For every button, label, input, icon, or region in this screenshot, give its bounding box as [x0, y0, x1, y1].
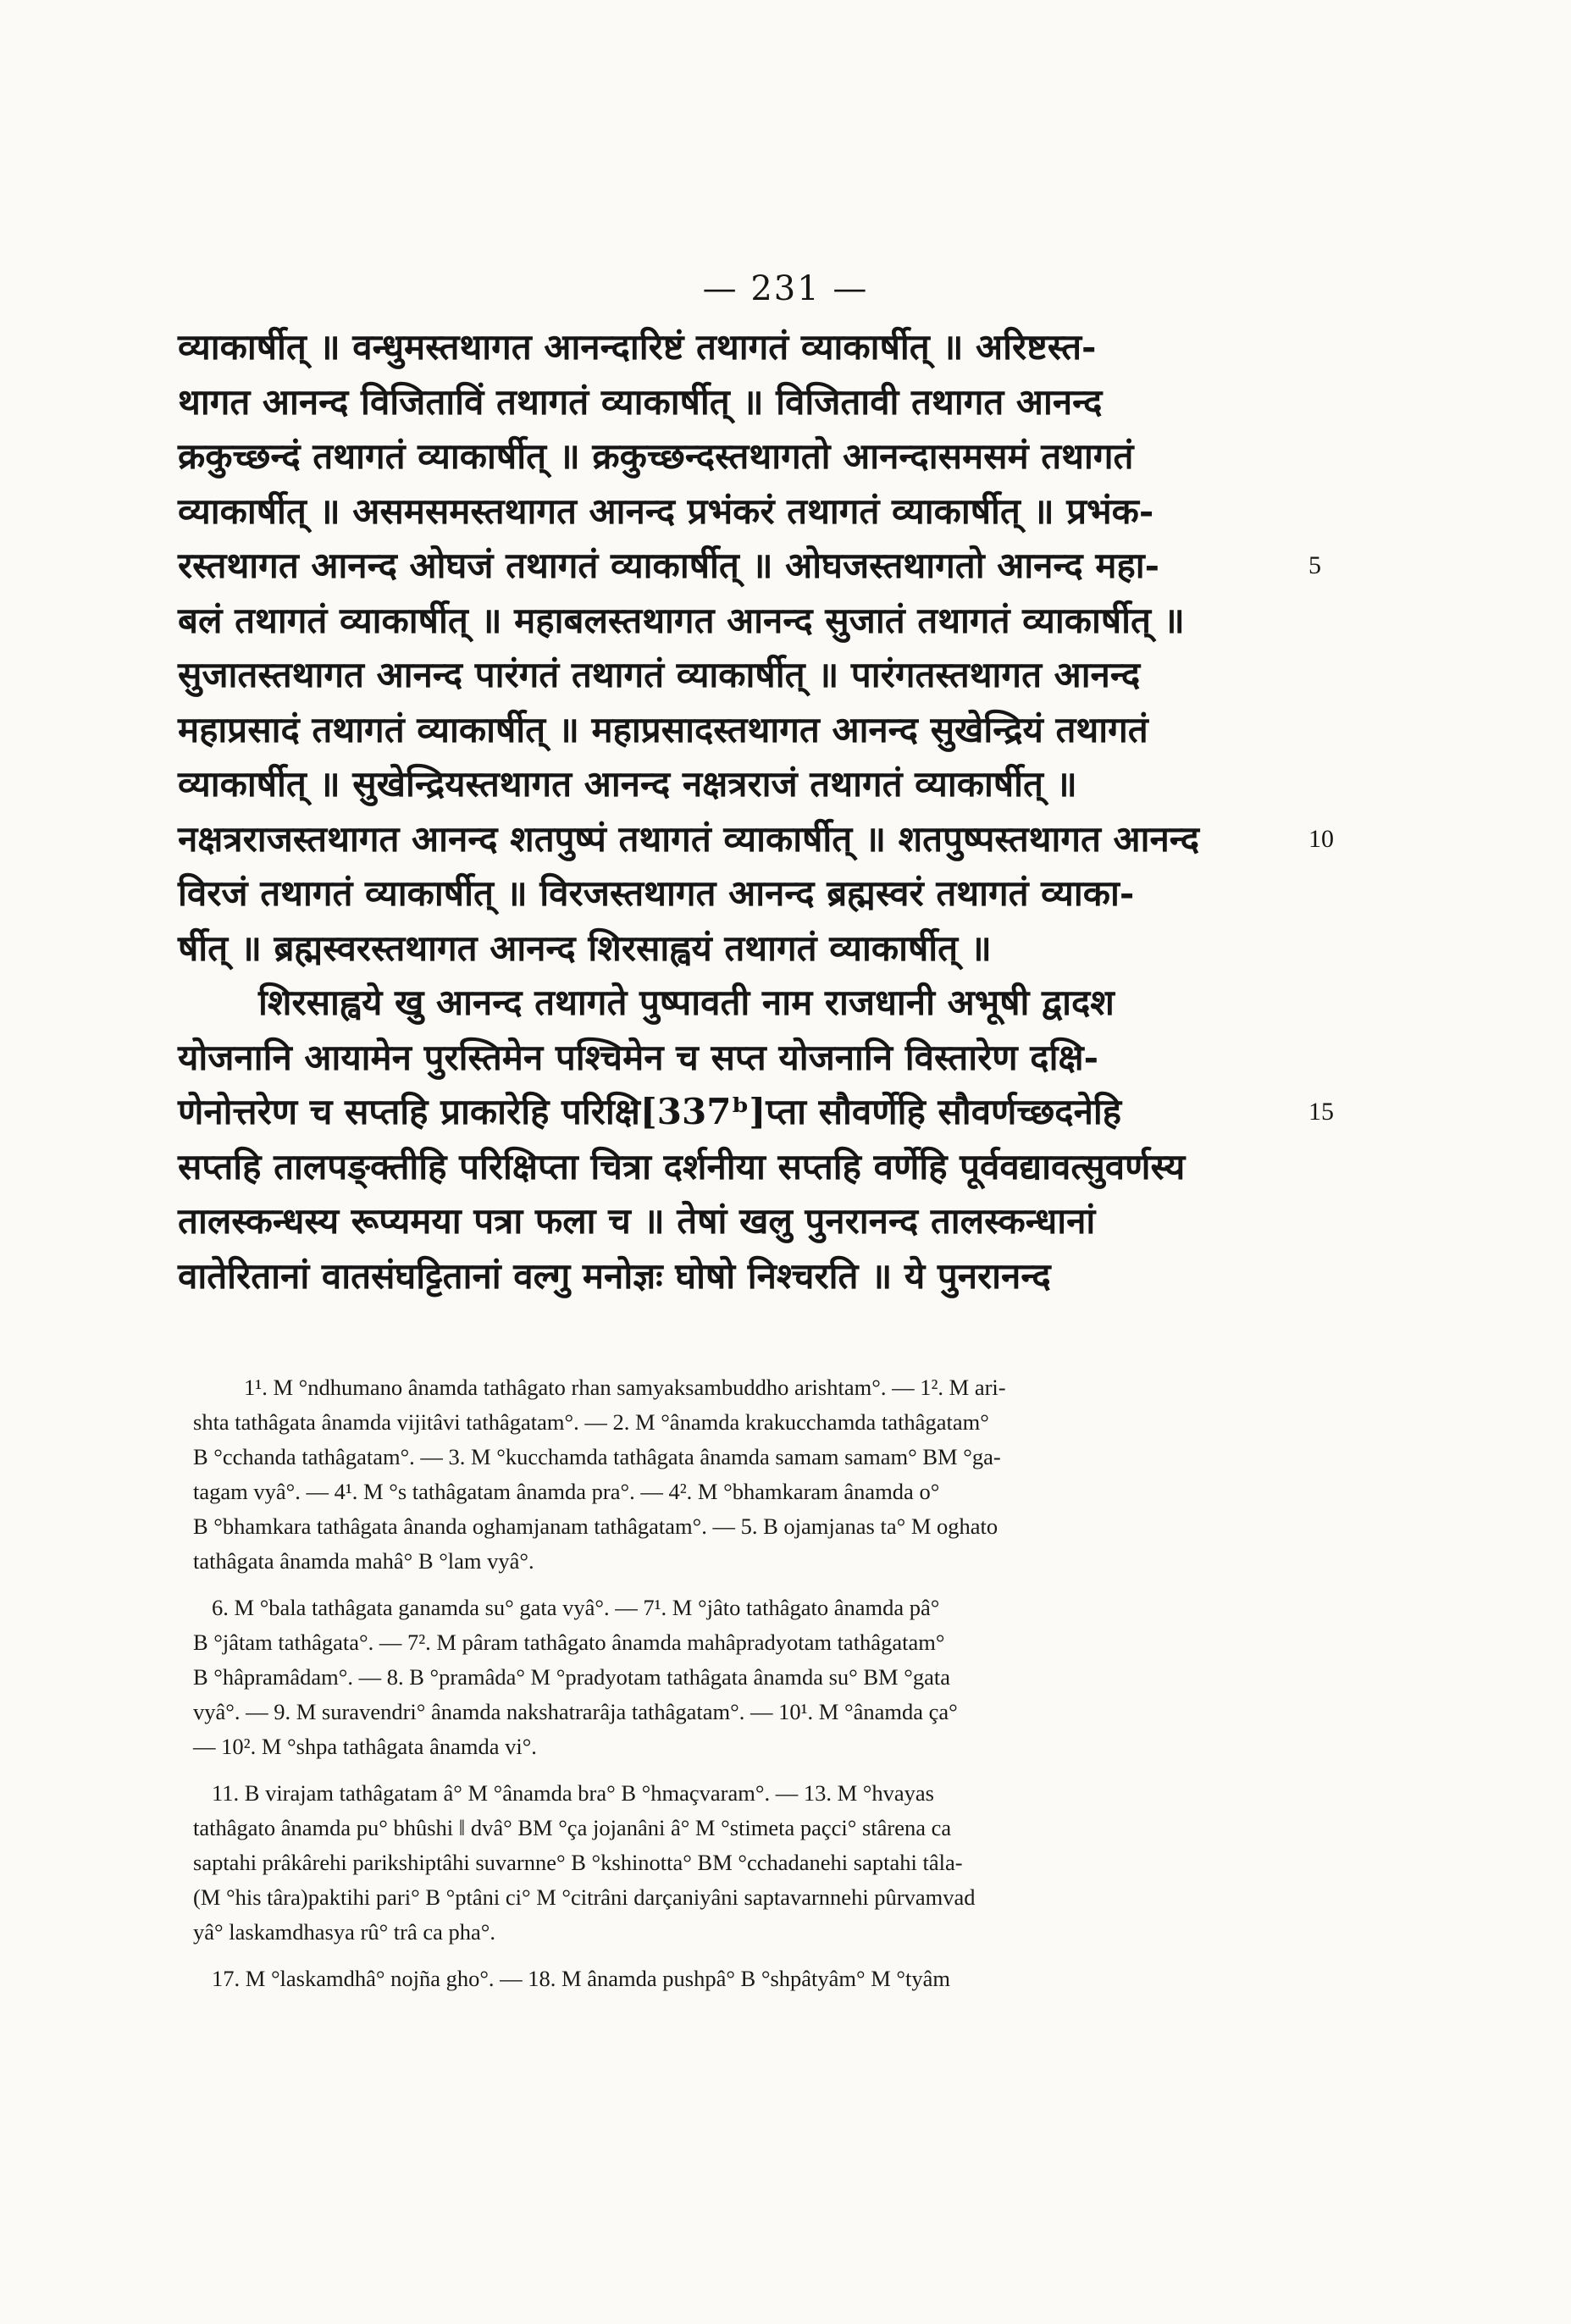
line-number: 10	[1308, 824, 1334, 853]
text-line	[178, 429, 1313, 484]
footnote-line: tathâgata ânamda mahâ° B °lam vyâ°.	[193, 1548, 534, 1574]
footnote-line: tathâgato ânamda pu° bhûshi ‖ dvâ° BM °ça jojanâni â° M °stimeta paçci° stârena ca	[193, 1815, 952, 1840]
footnote-line: tagam vyâ°. — 4¹. M °s tathâgatam ânamda pra°. — 4². M °bhamkaram ânamda o°	[193, 1479, 940, 1504]
text-line-content: णेनोत्तरेण च सप्तहि प्राकारेहि परिक्षि[337ᵇ]प्ता सौवर्णेहि सौवर्णच्छदनेहि	[178, 1091, 1122, 1132]
footnote-line: 6. M °bala tathâgata ganamda su° gata vyâ°. — 7¹. M °jâto tathâgato ânamda pâ°	[212, 1595, 940, 1620]
line-number: 15	[1308, 1098, 1334, 1126]
text-line-content: नक्षत्रराजस्तथागत आनन्द शतपुष्पं तथागतं व्याकार्षीत् ॥ शतपुष्पस्तथागत आनन्द	[178, 817, 1200, 860]
text-line	[178, 375, 1313, 430]
footnote-paragraph	[193, 1591, 1319, 1764]
text-line-content: व्याकार्षीत् ॥ असमसमस्तथागत आनन्द प्रभंकरं तथागतं व्याकार्षीत् ॥ प्रभंक-	[178, 490, 1154, 532]
text-line	[178, 320, 1313, 375]
footnote-line: 11. B virajam tathâgatam â° M °ânamda bra° B °hmaçvaram°. — 13. M °hvayas	[212, 1780, 934, 1806]
text-line	[178, 1140, 1313, 1195]
text-line	[178, 484, 1313, 540]
text-line-content: व्याकार्षीत् ॥ सुखेन्द्रियस्तथागत आनन्द नक्षत्रराजं तथागतं व्याकार्षीत् ॥	[178, 763, 1077, 805]
text-line-content: थागत आनन्द विजिताविं तथागतं व्याकार्षीत् ॥ विजितावी तथागत आनन्द	[178, 380, 1103, 423]
text-line	[178, 812, 1334, 867]
text-line-content: महाप्रसादं तथागतं व्याकार्षीत् ॥ महाप्रसादस्तथागत आनन्द सुखेन्द्रियं तथागतं	[178, 708, 1148, 750]
text-line	[178, 539, 1321, 594]
page-number: — 231 —	[702, 269, 869, 308]
text-line	[178, 1031, 1313, 1086]
footnote-paragraph	[193, 1776, 1319, 1950]
text-line-content: व्याकार्षीत् ॥ वन्धुमस्तथागत आनन्दारिष्टं तथागतं व्याकार्षीत् ॥ अरिष्टस्त-	[178, 326, 1097, 368]
text-line-content: रस्तथागत आनन्द ओघजं तथागतं व्याकार्षीत् ॥ ओघजस्तथागतो आनन्द महा-	[178, 545, 1160, 586]
text-line-content: र्षीत् ॥ ब्रह्मस्वरस्तथागत आनन्द शिरसाह्वयं तथागतं व्याकार्षीत् ॥	[178, 927, 992, 969]
text-line-content: शिरसाह्वये खु आनन्द तथागते पुष्पावती नाम राजधानी अभूषी द्वादश	[258, 982, 1115, 1023]
text-line-content: वातेरितानां वातसंघट्टितानां वल्गु मनोज्ञः घोषो निश्चरति ॥ ये पुनरानन्द	[178, 1254, 1051, 1297]
text-line-content: योजनानि आयामेन पुरस्तिमेन पश्चिमेन च सप्त योजनानि विस्तारेण दक्षि-	[178, 1036, 1099, 1078]
text-line-content: क्रकुच्छन्दं तथागतं व्याकार्षीत् ॥ क्रकुच्छन्दस्तथागतो आनन्दासमसमं तथागतं	[178, 435, 1134, 477]
text-line-content: विरजं तथागतं व्याकार्षीत् ॥ विरजस्तथागत आनन्द ब्रह्मस्वरं तथागतं व्याका-	[178, 872, 1135, 914]
footnote-line: 17. M °laskamdhâ° nojña gho°. — 18. M ânamda pushpâ° B °shpâtyâm° M °tyâm	[212, 1966, 951, 1991]
text-line	[178, 866, 1313, 921]
footnote-paragraph	[193, 1962, 1319, 1996]
footnote-line: shta tathâgata ânamda vijitâvi tathâgatam°. — 2. M °ânamda krakucchamda tathâgatam°	[193, 1409, 989, 1435]
footnote-line: yâ° laskamdhasya rû° trâ ca pha°.	[193, 1919, 496, 1945]
text-line-content: सप्तहि तालपङ्क्तीहि परिक्षिप्ता चित्रा दर्शनीया सप्तहि वर्णेहि पूर्ववद्यावत्सुवर्णस्य	[178, 1145, 1186, 1187]
footnote-line: B °bhamkara tathâgata ânanda oghamjanam tathâgatam°. — 5. B ojamjanas ta° M oghato	[193, 1513, 998, 1539]
text-line	[178, 1194, 1313, 1249]
footnote-line: vyâ°. — 9. M suravendri° ânamda nakshatrarâja tathâgatam°. — 10¹. M °ânamda ça°	[193, 1699, 958, 1724]
footnote-line: B °jâtam tathâgata°. — 7². M pâram tathâgato ânamda mahâpradyotam tathâgatam°	[193, 1630, 945, 1655]
text-line-content: बलं तथागतं व्याकार्षीत् ॥ महाबलस्तथागत आनन्द सुजातं तथागतं व्याकार्षीत् ॥	[178, 599, 1185, 641]
text-line	[178, 1085, 1334, 1140]
footnote-line: B °hâpramâdam°. — 8. B °pramâda° M °pradyotam tathâgata ânamda su° BM °gata	[193, 1664, 950, 1690]
footnotes	[193, 1370, 1319, 2008]
footnote-paragraph	[193, 1370, 1319, 1579]
text-line	[178, 1249, 1313, 1304]
text-line-content: सुजातस्तथागत आनन्द पारंगतं तथागतं व्याकार्षीत् ॥ पारंगतस्तथागत आनन्द	[178, 654, 1141, 695]
footnote-line: 1¹. M °ndhumano ânamda tathâgato rhan samyaksambuddho arishtam°. — 1². M ari-	[244, 1375, 1006, 1400]
sanskrit-main-text	[178, 320, 1334, 1303]
line-number: 5	[1308, 551, 1321, 579]
footnote-line: — 10². M °shpa tathâgata ânamda vi°.	[193, 1734, 537, 1759]
text-line	[178, 594, 1313, 649]
text-line	[178, 648, 1313, 703]
text-line	[178, 703, 1313, 758]
text-line	[178, 921, 1313, 977]
footnote-line: saptahi prâkârehi parikshiptâhi suvarnne° B °kshinotta° BM °cchadanehi saptahi tâla-	[193, 1850, 963, 1875]
footnote-line: (M °his târa)paktihi pari° B °ptâni ci° M °citrâni darçaniyâni saptavarnnehi pûrvamvad	[193, 1884, 976, 1910]
text-line-content: तालस्कन्धस्य रूप्यमया पत्रा फला च ॥ तेषां खलु पुनरानन्द तालस्कन्धानां	[178, 1200, 1096, 1242]
text-line	[178, 757, 1313, 812]
text-line	[178, 976, 1313, 1031]
footnote-line: B °cchanda tathâgatam°. — 3. M °kucchamda tathâgata ânamda samam samam° BM °ga-	[193, 1444, 1001, 1469]
